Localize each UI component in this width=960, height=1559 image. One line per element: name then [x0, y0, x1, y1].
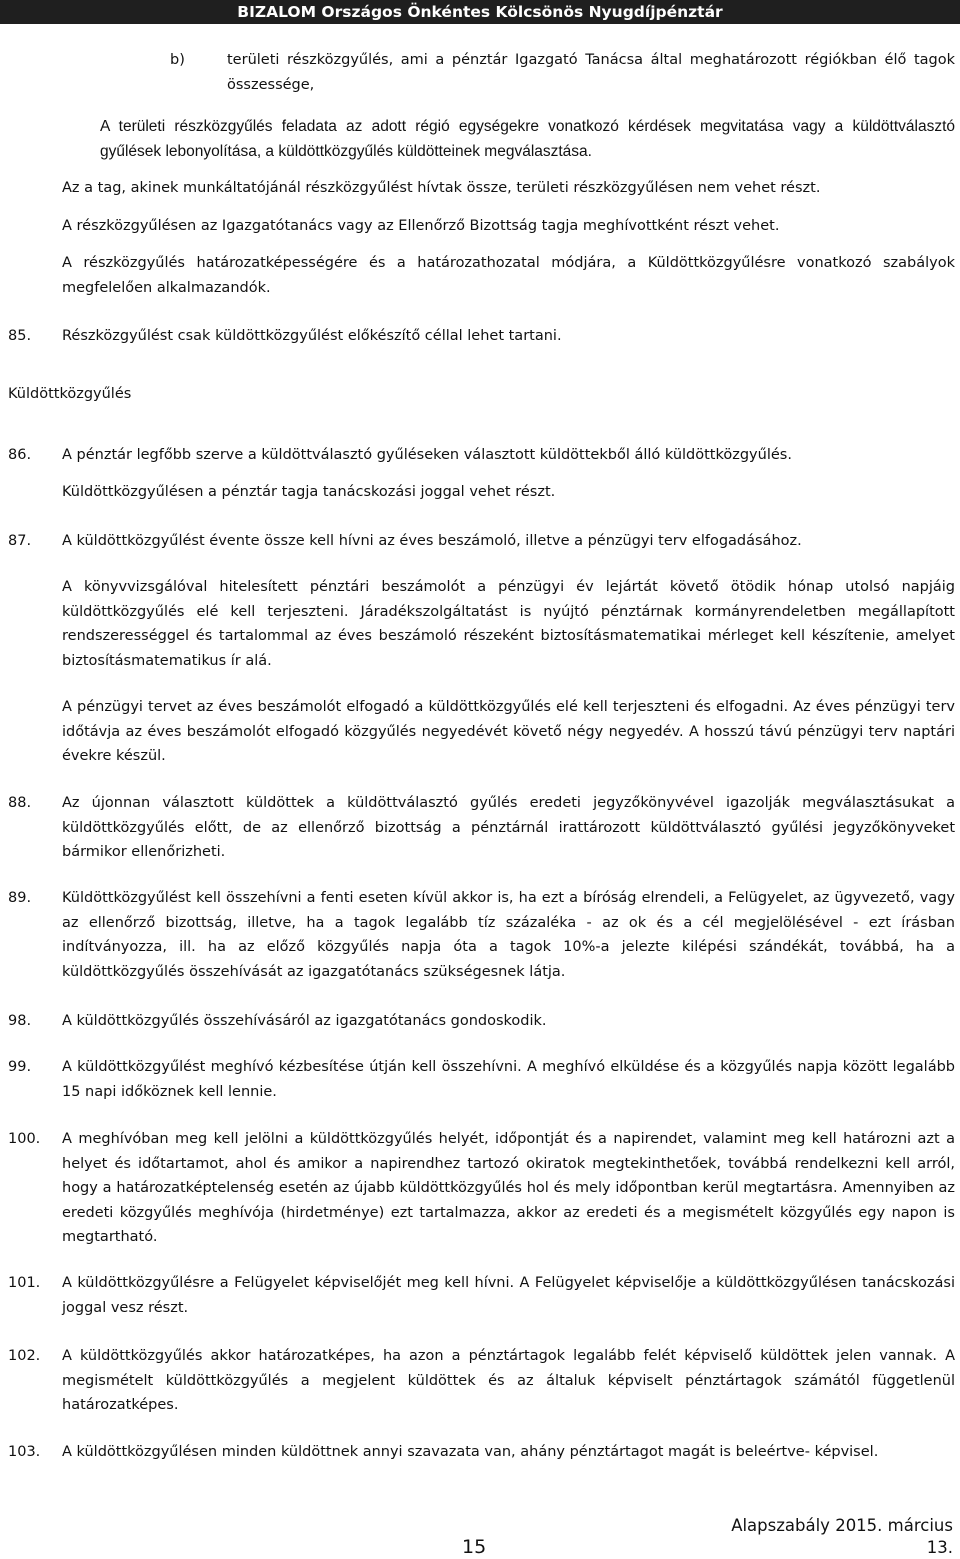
item-101-number: 101.: [8, 1275, 41, 1291]
item-86-number: 86.: [8, 447, 32, 463]
page-header: BIZALOM Országos Önkéntes Kölcsönös Nyugdíjpénztár: [0, 0, 960, 24]
item-87-text: A küldöttközgyűlést évente össze kell hívni az éves beszámoló, illetve a pénzügyi terv elfogadásához.: [62, 533, 802, 549]
item-88-text: Az újonnan választott küldöttek a küldöttválasztó gyűlés eredeti jegyzőkönyvével igazolják megválasztásukat a küldöttközgyűlés előtt, de az ellenőrző bizottság a pénztárnál irattározott küldöttválasztó gyűlési jegyzőkönyveket bármikor ellenőrizheti.: [62, 795, 955, 860]
item-b-text: területi részközgyűlés, ami a pénztár Igazgató Tanácsa által meghatározott régiókban élő tagok összessége,: [227, 52, 955, 93]
item-98-text: A küldöttközgyűlés összehívásáról az igazgatótanács gondoskodik.: [62, 1013, 547, 1029]
item-b-label: b): [170, 52, 185, 68]
item-87-paragraph-plan: A pénzügyi tervet az éves beszámolót elfogadó a küldöttközgyűlés elé kell terjeszteni és elfogadni. Az éves pénzügyi terv időtávja az éves beszámolót elfogadó közgyűlés negyedévét követő négy negyedév. A hosszú távú pénzügyi terv naptári évekre készül.: [62, 699, 955, 764]
paragraph-quorum-rules: A részközgyűlés határozatképességére és a határozathozatal módjára, a Küldöttközgyűlésre vonatkozó szabályok megfelelően alkalmazandók.: [62, 255, 955, 296]
item-86-text: A pénztár legfőbb szerve a küldöttválasztó gyűléseken választott küldöttekből álló küldöttközgyűlés.: [62, 447, 792, 463]
item-100-number: 100.: [8, 1131, 41, 1147]
item-100-text: A meghívóban meg kell jelölni a küldöttközgyűlés helyét, időpontját és a napirendet, valamint meg kell határozni azt a helyet és időtartamot, ahol és amikor a napirendhez tartozó okiratok megtekinthetőek, továbbá rendelkezni kell arról, hogy a határozatképtelenség esetén az újabb küldöttközgyűlés hol és mely időpontban kerül megtartásra. Amennyiben az eredeti közgyűlés meghívója (hirdetménye) ezt tartalmazza, akkor az eredeti és a megismételt közgyűlés egy napon is megtartható.: [62, 1131, 955, 1245]
item-89-number: 89.: [8, 890, 32, 906]
item-87-number: 87.: [8, 533, 32, 549]
item-87-paragraph-audit: A könyvvizsgálóval hitelesített pénztári beszámolót a pénzügyi év lejártát követő ötödik hónap utolsó napjáig küldöttközgyűlés elé kell terjeszteni. Járadékszolgáltatást is nyújtó pénztárnak kormányrendeletben megállapított rendszerességgel és tartalommal az éves beszámoló részeként biztosításmatematikai mérleget kell készítenie, amelyet biztosításmatematikus ír alá.: [62, 579, 955, 669]
item-102-text: A küldöttközgyűlés akkor határozatképes, ha azon a pénztártagok legalább felét képviselő küldöttek jelen vannak. A megismételt küldöttközgyűlés a megjelent küldöttek és az általuk képviselt pénztártagok számától függetlenül határozatképes.: [62, 1348, 955, 1413]
item-102-number: 102.: [8, 1348, 41, 1364]
section-title: Küldöttközgyűlés: [8, 386, 132, 402]
item-101-text: A küldöttközgyűlésre a Felügyelet képviselőjét meg kell hívni. A Felügyelet képviselője a küldöttközgyűlésen tanácskozási joggal vesz részt.: [62, 1275, 955, 1316]
item-103-text: A küldöttközgyűlésen minden küldöttnek annyi szavazata van, ahány pénztártagot magát is beleértve- képvisel.: [62, 1444, 879, 1460]
page-number: 15: [462, 1536, 487, 1558]
paragraph-regional-task: A területi részközgyűlés feladata az adott régió egységekre vonatkozó kérdések megvitatása vagy a küldöttválasztó gyűlések lebonyolítása, a küldöttközgyűlés küldötteinek megválasztása.: [100, 118, 955, 160]
item-86-text-2: Küldöttközgyűlésen a pénztár tagja tanácskozási joggal vehet részt.: [62, 484, 556, 500]
item-99-number: 99.: [8, 1059, 32, 1075]
paragraph-invited-members: A részközgyűlésen az Igazgatótanács vagy az Ellenőrző Bizottság tagja meghívottként részt vehet.: [62, 218, 780, 234]
item-103-number: 103.: [8, 1444, 41, 1460]
item-89-text: Küldöttközgyűlést kell összehívni a fenti eseten kívül akkor is, ha ezt a bíróság elrendeli, a Felügyelet, az ügyvezető, vagy az ellenőrző bizottság, illetve, ha a tagok legalább tíz százaléka - az ok és a cél megjelölésével - ezt írásban indítványozza, ill. ha az előző közgyűlés napja óta a tagok 10%-a jelezte kilépési szándékát, továbbá, ha a küldöttközgyűlés összehívását az igazgatótanács szükségesnek látja.: [62, 890, 955, 980]
footer-edition: Alapszabály 2015. március 13.: [731, 1516, 953, 1557]
paragraph-employer-rule: Az a tag, akinek munkáltatójánál részközgyűlést hívtak össze, területi részközgyűlésen nem vehet részt.: [62, 180, 821, 196]
item-85-text: Részközgyűlést csak küldöttközgyűlést előkészítő céllal lehet tartani.: [62, 328, 562, 344]
item-85-number: 85.: [8, 328, 32, 344]
item-98-number: 98.: [8, 1013, 32, 1029]
item-99-text: A küldöttközgyűlést meghívó kézbesítése útján kell összehívni. A meghívó elküldése és a közgyűlés napja között legalább 15 napi időköznek kell lennie.: [62, 1059, 955, 1100]
item-88-number: 88.: [8, 795, 32, 811]
